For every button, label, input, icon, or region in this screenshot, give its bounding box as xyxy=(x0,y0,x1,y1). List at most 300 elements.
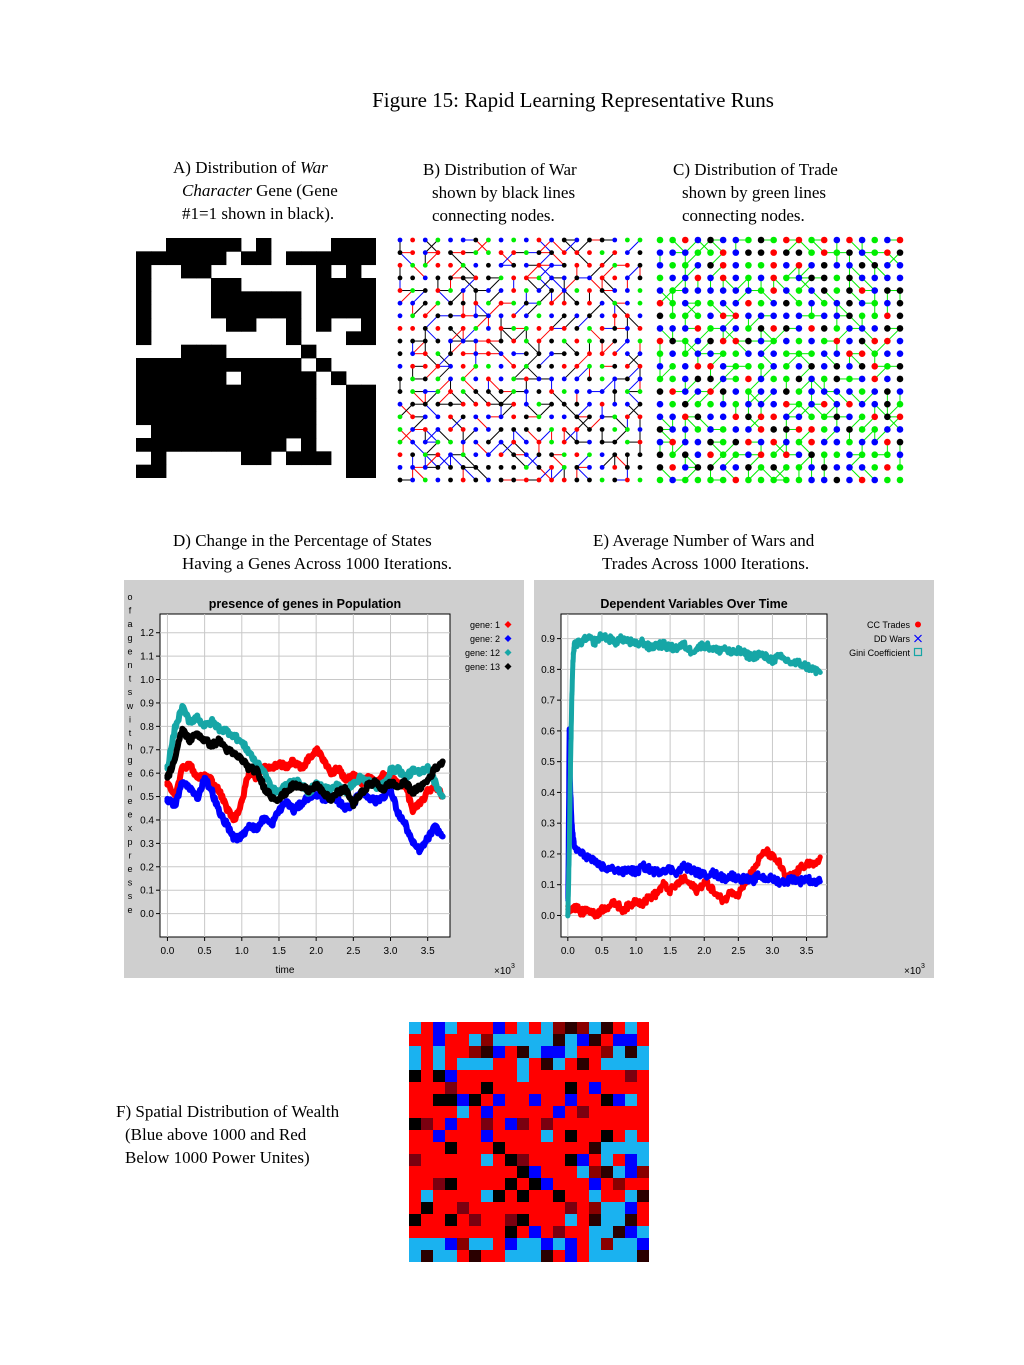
network-node xyxy=(871,451,878,458)
wealth-cell xyxy=(505,1202,517,1214)
network-node xyxy=(486,288,491,293)
wealth-cell xyxy=(409,1202,421,1214)
wealth-cell xyxy=(481,1202,493,1214)
network-node xyxy=(859,300,866,307)
data-point xyxy=(606,867,611,872)
network-node xyxy=(423,478,428,483)
network-node xyxy=(587,402,592,407)
network-node xyxy=(511,288,516,293)
wealth-cell xyxy=(493,1034,505,1046)
data-point xyxy=(336,789,342,795)
wealth-cell xyxy=(421,1022,433,1034)
grid-cell xyxy=(256,305,271,319)
network-node xyxy=(707,249,714,256)
network-node xyxy=(398,402,403,407)
network-node xyxy=(537,250,542,255)
network-node xyxy=(783,451,790,458)
wealth-cell xyxy=(613,1130,625,1142)
network-node xyxy=(720,426,727,433)
grid-cell xyxy=(301,345,316,359)
network-node xyxy=(537,238,542,243)
data-point xyxy=(640,864,645,869)
data-point xyxy=(202,775,208,781)
grid-cell xyxy=(241,398,256,412)
network-node xyxy=(897,325,904,332)
network-node xyxy=(871,401,878,408)
network-node xyxy=(574,351,579,356)
wealth-cell xyxy=(613,1022,625,1034)
network-node xyxy=(897,363,904,370)
x-tick-label: 3.5 xyxy=(420,946,435,957)
wealth-cell xyxy=(565,1226,577,1238)
data-point xyxy=(702,873,707,878)
network-node xyxy=(808,388,815,395)
wealth-cell xyxy=(637,1214,649,1226)
grid-cell xyxy=(241,411,256,425)
wealth-cell xyxy=(553,1094,565,1106)
legend-label: gene: 12 xyxy=(464,648,500,658)
wealth-cell xyxy=(493,1106,505,1118)
data-point xyxy=(432,766,438,772)
wealth-cell xyxy=(625,1082,637,1094)
network-node xyxy=(448,301,453,306)
network-node xyxy=(720,287,727,294)
network-node xyxy=(859,439,866,446)
grid-cell xyxy=(181,345,196,359)
network-node xyxy=(884,237,891,244)
data-point xyxy=(194,796,200,802)
wealth-cell xyxy=(469,1250,481,1262)
network-node xyxy=(448,313,453,318)
grid-cell xyxy=(286,331,301,345)
network-node xyxy=(398,377,403,382)
data-point xyxy=(736,891,741,896)
network-node xyxy=(625,250,630,255)
grid-cell xyxy=(331,278,346,292)
wealth-cell xyxy=(601,1250,613,1262)
grid-cell xyxy=(271,438,286,452)
data-point xyxy=(291,808,297,814)
network-edge xyxy=(413,442,426,455)
network-node xyxy=(657,312,664,319)
network-edge xyxy=(627,392,640,405)
network-node xyxy=(549,402,554,407)
network-edge xyxy=(425,253,438,266)
network-node xyxy=(461,301,466,306)
caption-a-line3: #1=1 shown in black). xyxy=(182,204,335,223)
network-node xyxy=(871,376,878,383)
grid-cell xyxy=(166,371,181,385)
network-node xyxy=(398,275,403,280)
network-node xyxy=(587,364,592,369)
wealth-cell xyxy=(493,1214,505,1226)
wealth-cell xyxy=(529,1226,541,1238)
network-node xyxy=(682,275,689,282)
network-node xyxy=(562,465,567,470)
network-node xyxy=(473,377,478,382)
network-node xyxy=(871,388,878,395)
wealth-cell xyxy=(409,1238,421,1250)
network-node xyxy=(745,350,752,357)
wealth-cell xyxy=(589,1226,601,1238)
network-node xyxy=(423,250,428,255)
wealth-cell xyxy=(589,1202,601,1214)
wealth-cell xyxy=(517,1226,529,1238)
network-node xyxy=(720,464,727,471)
data-point xyxy=(688,882,693,887)
wealth-cell xyxy=(469,1142,481,1154)
wealth-cell xyxy=(505,1130,517,1142)
network-node xyxy=(695,451,702,458)
grid-cell xyxy=(136,385,151,399)
data-point xyxy=(674,870,679,875)
x-tick-label: 1.0 xyxy=(234,946,249,957)
network-node xyxy=(435,465,440,470)
grid-cell xyxy=(241,451,256,465)
data-point xyxy=(283,763,289,769)
network-node xyxy=(846,275,853,282)
network-edge xyxy=(564,316,577,329)
network-edge xyxy=(589,417,602,430)
wealth-cell xyxy=(613,1118,625,1130)
network-node xyxy=(846,464,853,471)
wealth-cell xyxy=(529,1046,541,1058)
network-node xyxy=(770,287,777,294)
network-node xyxy=(796,388,803,395)
data-point xyxy=(410,808,416,814)
network-node xyxy=(574,250,579,255)
network-node xyxy=(871,275,878,282)
network-node xyxy=(682,388,689,395)
grid-cell xyxy=(301,438,316,452)
network-node xyxy=(834,275,841,282)
network-node xyxy=(448,427,453,432)
wealth-cell xyxy=(433,1154,445,1166)
wealth-cell xyxy=(625,1214,637,1226)
network-node xyxy=(846,300,853,307)
network-node xyxy=(549,440,554,445)
network-edge xyxy=(463,366,476,379)
network-node xyxy=(537,326,542,331)
network-node xyxy=(695,338,702,345)
network-node xyxy=(625,351,630,356)
grid-cell xyxy=(361,318,376,332)
wealth-cell xyxy=(637,1226,649,1238)
network-node xyxy=(499,339,504,344)
grid-cell xyxy=(271,398,286,412)
wealth-cell xyxy=(481,1130,493,1142)
network-node xyxy=(657,350,664,357)
grid-cell xyxy=(346,278,361,292)
wealth-cell xyxy=(493,1178,505,1190)
caption-d-line1: D) Change in the Percentage of States xyxy=(173,531,432,550)
wealth-cell xyxy=(541,1202,553,1214)
grid-cell xyxy=(136,305,151,319)
network-node xyxy=(657,376,664,383)
network-node xyxy=(783,262,790,269)
network-node xyxy=(732,401,739,408)
chart-title: Dependent Variables Over Time xyxy=(600,597,788,611)
wealth-cell xyxy=(613,1214,625,1226)
wealth-cell xyxy=(529,1142,541,1154)
network-node xyxy=(808,275,815,282)
network-edge xyxy=(501,328,514,341)
network-node xyxy=(549,377,554,382)
grid-cell xyxy=(286,305,301,319)
wealth-cell xyxy=(481,1166,493,1178)
network-node xyxy=(783,237,790,244)
network-node xyxy=(461,377,466,382)
data-point xyxy=(647,895,652,900)
wealth-cell xyxy=(493,1226,505,1238)
network-node xyxy=(486,402,491,407)
grid-cell xyxy=(256,251,271,265)
wealth-cell xyxy=(421,1118,433,1130)
network-node xyxy=(638,263,643,268)
network-node xyxy=(486,326,491,331)
wealth-cell xyxy=(529,1034,541,1046)
network-node xyxy=(897,477,904,484)
network-node xyxy=(423,339,428,344)
network-node xyxy=(600,364,605,369)
wealth-cell xyxy=(457,1214,469,1226)
data-point xyxy=(606,904,611,909)
network-edge xyxy=(589,328,602,341)
y-tick-label: 0.1 xyxy=(140,885,154,897)
x-tick-label: 1.5 xyxy=(272,946,286,957)
network-node xyxy=(410,313,415,318)
network-node xyxy=(537,377,542,382)
wealth-cell xyxy=(529,1202,541,1214)
network-node xyxy=(473,275,478,280)
network-node xyxy=(846,249,853,256)
legend-label: gene: 1 xyxy=(469,620,500,630)
network-node xyxy=(486,301,491,306)
x-tick-label: 2.5 xyxy=(346,946,361,957)
network-node xyxy=(410,238,415,243)
network-edge xyxy=(514,429,527,442)
wealth-cell xyxy=(517,1142,529,1154)
data-point xyxy=(668,888,673,893)
grid-cell xyxy=(151,451,166,465)
network-node xyxy=(884,300,891,307)
wealth-cell xyxy=(505,1166,517,1178)
network-node xyxy=(625,427,630,432)
wealth-cell xyxy=(589,1118,601,1130)
network-node xyxy=(682,376,689,383)
wealth-cell xyxy=(565,1082,577,1094)
grid-cell xyxy=(136,278,151,292)
data-point xyxy=(194,775,200,781)
legend-label: gene: 13 xyxy=(464,662,500,672)
network-node xyxy=(574,263,579,268)
network-node xyxy=(524,452,529,457)
network-edge xyxy=(526,404,539,417)
grid-cell xyxy=(316,251,331,265)
wealth-cell xyxy=(577,1190,589,1202)
wealth-cell xyxy=(481,1022,493,1034)
network-node xyxy=(461,427,466,432)
y-axis-label-letter: e xyxy=(127,646,133,657)
data-point xyxy=(217,737,223,743)
wealth-cell xyxy=(625,1178,637,1190)
data-point xyxy=(702,642,707,647)
caption-a-italic2: Character xyxy=(182,181,252,200)
wealth-cell xyxy=(565,1214,577,1226)
wealth-cell xyxy=(529,1154,541,1166)
y-axis-label-letter: e xyxy=(127,864,133,874)
grid-cell xyxy=(151,438,166,452)
data-point xyxy=(770,658,775,663)
network-edge xyxy=(526,278,539,291)
network-node xyxy=(473,440,478,445)
wealth-cell xyxy=(541,1154,553,1166)
grid-cell xyxy=(151,465,166,478)
network-node xyxy=(897,426,904,433)
caption-c-line2: shown by green lines xyxy=(682,183,827,202)
network-node xyxy=(695,464,702,471)
grid-cell xyxy=(211,238,226,252)
grid-cell xyxy=(226,438,241,452)
wealth-cell xyxy=(529,1022,541,1034)
network-node xyxy=(461,465,466,470)
network-node xyxy=(524,389,529,394)
network-node xyxy=(549,263,554,268)
grid-cell xyxy=(346,331,361,345)
wealth-cell xyxy=(493,1094,505,1106)
data-point xyxy=(627,904,632,909)
x-multiplier: ×10 xyxy=(904,966,921,977)
network-node xyxy=(600,301,605,306)
grid-cell xyxy=(241,305,256,319)
data-point xyxy=(231,836,237,842)
wealth-cell xyxy=(421,1154,433,1166)
network-node xyxy=(638,389,643,394)
wealth-cell xyxy=(577,1094,589,1106)
wealth-cell xyxy=(589,1190,601,1202)
y-axis-label-letter: a xyxy=(127,619,133,630)
network-node xyxy=(499,313,504,318)
network-edge xyxy=(463,392,476,405)
network-node xyxy=(612,478,617,483)
grid-cell xyxy=(211,411,226,425)
wealth-cell xyxy=(589,1058,601,1070)
network-node xyxy=(834,401,841,408)
network-node xyxy=(524,465,529,470)
data-point xyxy=(818,670,823,675)
grid-cell xyxy=(196,345,211,359)
network-node xyxy=(486,351,491,356)
network-node xyxy=(834,325,841,332)
network-node xyxy=(695,287,702,294)
wealth-cell xyxy=(433,1094,445,1106)
grid-cell xyxy=(226,411,241,425)
network-node xyxy=(461,351,466,356)
y-tick-label: 0.0 xyxy=(140,909,154,921)
network-node xyxy=(587,250,592,255)
network-node xyxy=(511,414,516,419)
data-point xyxy=(627,639,632,644)
network-node xyxy=(448,465,453,470)
network-node xyxy=(435,250,440,255)
data-point xyxy=(647,645,652,650)
network-node xyxy=(834,350,841,357)
network-node xyxy=(846,363,853,370)
grid-cell xyxy=(361,438,376,452)
network-node xyxy=(612,465,617,470)
data-point xyxy=(569,692,574,697)
data-point xyxy=(239,756,245,762)
y-tick-label: 0.8 xyxy=(140,721,154,733)
wealth-cell xyxy=(577,1046,589,1058)
data-point xyxy=(224,822,230,828)
network-node xyxy=(707,363,714,370)
data-point xyxy=(179,780,185,786)
wealth-cell xyxy=(529,1082,541,1094)
network-edge xyxy=(476,316,489,329)
network-node xyxy=(549,339,554,344)
x-tick-label: 0.0 xyxy=(560,946,575,957)
wealth-cell xyxy=(517,1094,529,1106)
war-network-plot xyxy=(396,236,644,484)
network-node xyxy=(473,465,478,470)
wealth-cell xyxy=(601,1034,613,1046)
network-node xyxy=(682,350,689,357)
network-node xyxy=(537,263,542,268)
data-point xyxy=(790,661,795,666)
grid-cell xyxy=(286,371,301,385)
network-node xyxy=(612,440,617,445)
network-node xyxy=(524,427,529,432)
network-node xyxy=(423,465,428,470)
network-node xyxy=(770,249,777,256)
y-axis-label-letter: f xyxy=(128,605,132,616)
network-node xyxy=(486,478,491,483)
network-node xyxy=(612,339,617,344)
wealth-cell xyxy=(517,1178,529,1190)
caption-b-line2: shown by black lines xyxy=(432,183,576,202)
wealth-cell xyxy=(625,1226,637,1238)
network-node xyxy=(423,263,428,268)
network-node xyxy=(587,414,592,419)
wealth-cell xyxy=(637,1106,649,1118)
network-node xyxy=(897,300,904,307)
grid-cell xyxy=(256,398,271,412)
network-node xyxy=(732,300,739,307)
network-node xyxy=(682,414,689,421)
network-node xyxy=(524,275,529,280)
data-point xyxy=(770,876,775,881)
data-point xyxy=(763,655,768,660)
network-edge xyxy=(577,467,590,480)
network-node xyxy=(834,426,841,433)
wealth-cell xyxy=(541,1178,553,1190)
network-node xyxy=(821,262,828,269)
network-edge xyxy=(514,328,527,341)
network-node xyxy=(720,237,727,244)
wealth-cell xyxy=(505,1250,517,1262)
network-node xyxy=(783,414,790,421)
network-node xyxy=(846,237,853,244)
network-node xyxy=(398,250,403,255)
network-node xyxy=(720,451,727,458)
network-node xyxy=(695,325,702,332)
network-node xyxy=(796,477,803,484)
network-node xyxy=(562,275,567,280)
wealth-cell xyxy=(409,1118,421,1130)
network-node xyxy=(720,249,727,256)
network-node xyxy=(745,363,752,370)
